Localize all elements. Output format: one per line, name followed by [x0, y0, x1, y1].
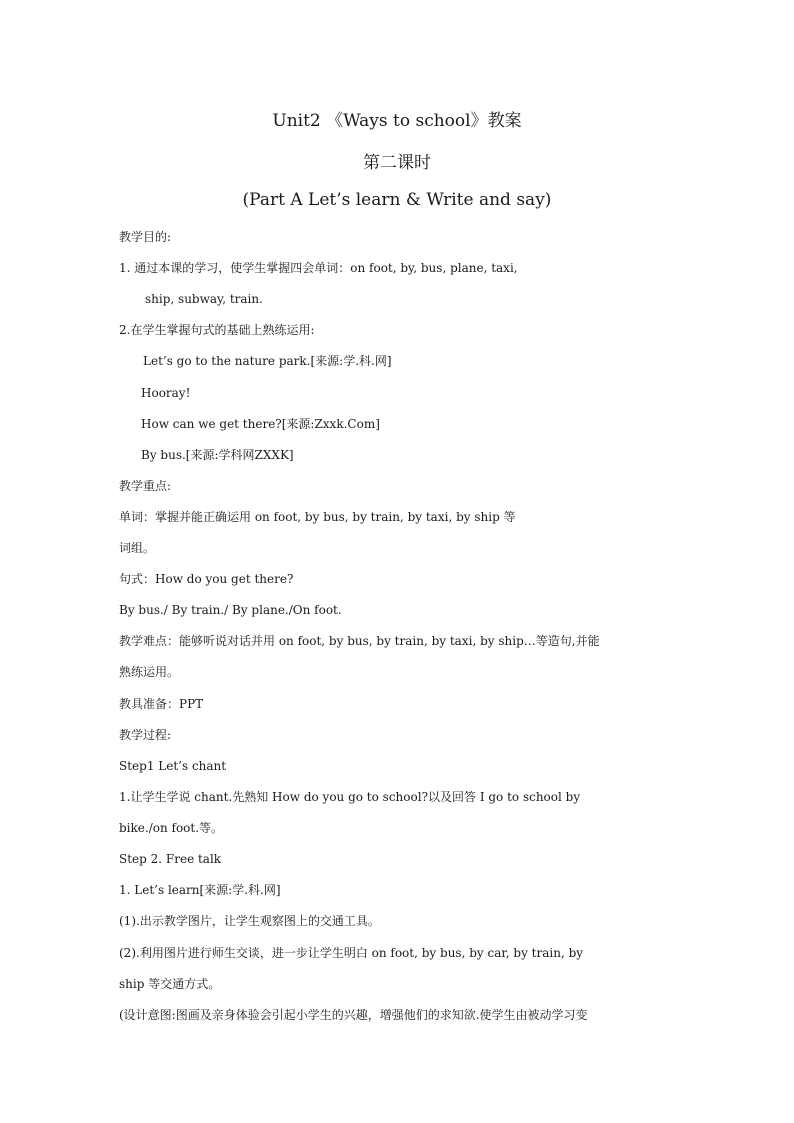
teaching-aids: 教具准备：PPT — [119, 697, 204, 711]
key-points-sentences: 句式：How do you get there? — [119, 572, 294, 586]
step2-item-1-sub-2-continued: ship 等交通方式。 — [119, 977, 221, 991]
sentence-pattern-4: By bus.[来源:学科网ZXXK] — [141, 448, 294, 462]
objective-1: 1. 通过本课的学习，使学生掌握四会单词：on foot, by, bus, plane, taxi, — [119, 261, 518, 275]
objective-2: 2.在学生掌握句式的基础上熟练运用: — [119, 323, 315, 337]
section-heading-procedure: 教学过程: — [119, 728, 172, 742]
step2-heading: Step 2. Free talk — [119, 852, 222, 866]
key-points-words: 单词：掌握并能正确运用 on foot, by bus, by train, by taxi, by ship 等 — [119, 510, 516, 524]
key-points-words-continued: 词组。 — [119, 541, 156, 555]
objective-1-continued: ship, subway, train. — [145, 292, 263, 306]
key-points-answers: By bus./ By train./ By plane./On foot. — [119, 603, 342, 617]
step1-heading: Step1 Let’s chant — [119, 759, 227, 773]
sentence-pattern-3: How can we get there?[来源:Zxxk.Com] — [141, 417, 380, 431]
step1-item-1: 1.让学生学说 chant.先熟知 How do you go to school?以及回答 I go to school by — [119, 790, 581, 804]
step2-item-1: 1. Let’s learn[来源:学.科.网] — [119, 883, 281, 897]
step2-item-1-sub-2: (2).利用图片进行师生交谈，进一步让学生明白 on foot, by bus, by car, by train, by — [119, 946, 584, 960]
lesson-subtitle: 第二课时 — [363, 153, 431, 173]
design-intent: (设计意图:图画及亲身体验会引起小学生的兴趣，增强他们的求知欲.使学生由被动学习变 — [119, 1008, 588, 1022]
sentence-pattern-2: Hooray! — [141, 386, 191, 400]
difficult-points-continued: 熟练运用。 — [119, 665, 180, 679]
sentence-pattern-1: Let’s go to the nature park.[来源:学.科.网] — [143, 354, 392, 368]
section-heading-objectives: 教学目的: — [119, 230, 172, 244]
step2-item-1-sub-1: (1).出示教学图片，让学生观察图上的交通工具。 — [119, 914, 380, 928]
difficult-points: 教学难点：能够听说对话并用 on foot, by bus, by train, by taxi, by ship…等造句,并能 — [119, 634, 600, 648]
document-title: Unit2 《Ways to school》教案 — [272, 111, 522, 131]
step1-item-1-continued: bike./on foot.等。 — [119, 821, 224, 835]
section-heading-key-points: 教学重点: — [119, 479, 172, 493]
part-heading: (Part A Let’s learn & Write and say) — [242, 190, 552, 210]
